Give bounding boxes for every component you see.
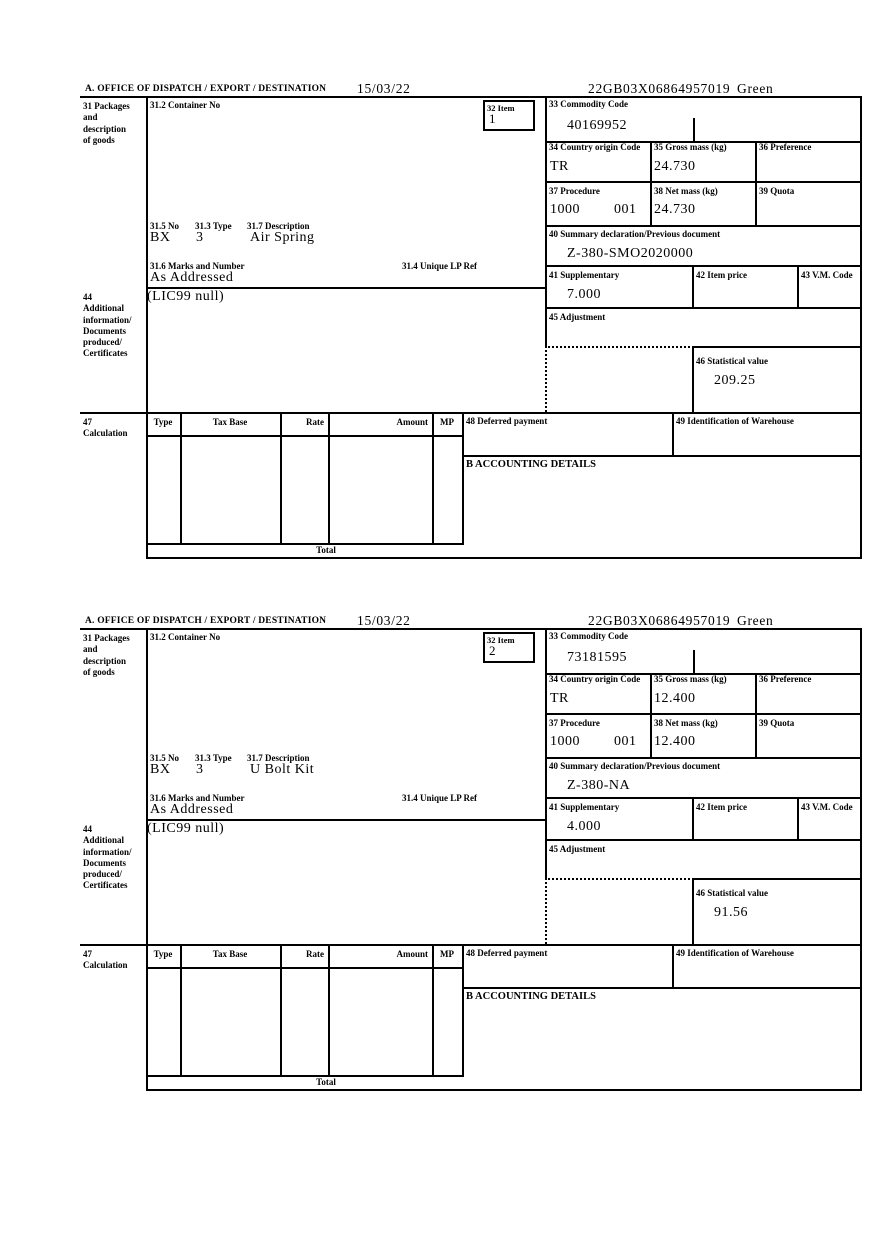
form-grid-line: [280, 412, 282, 545]
country-origin-label: 34 Country origin Code: [549, 142, 641, 152]
goods-description-value: Air Spring: [250, 230, 315, 245]
item-number-label: 32 Item: [487, 635, 515, 645]
declaration-copy-2: [80, 612, 862, 1094]
col-tax-base-header: Tax Base: [212, 417, 248, 427]
quota-label: 39 Quota: [759, 186, 795, 196]
form-grid-line: [545, 181, 862, 183]
warehouse-id-label: 49 Identification of Warehouse: [676, 416, 794, 426]
accounting-details-label: B ACCOUNTING DETAILS: [466, 991, 596, 1002]
supplementary-value: 4.000: [567, 819, 601, 834]
marks-number-label: 31.6 Marks and Number: [150, 793, 245, 803]
description-label: 31.7 Description: [247, 221, 310, 231]
supplementary-label: 41 Supplementary: [549, 802, 620, 812]
procedure-value: 1000: [550, 734, 580, 749]
form-grid-line: [146, 96, 148, 559]
form-grid-line: [545, 797, 862, 799]
form-grid-line: [755, 673, 757, 759]
accounting-details-label: B ACCOUNTING DETAILS: [466, 459, 596, 470]
unique-lp-ref-label: 31.4 Unique LP Ref: [402, 261, 478, 271]
form-grid-line: [692, 265, 694, 309]
statistical-value-label: 46 Statistical value: [696, 888, 768, 898]
procedure-label: 37 Procedure: [549, 186, 600, 196]
form-grid-line: [692, 797, 694, 841]
additional-info-box-label: 44 Additional information/ Documents produced/ Certificates: [83, 824, 132, 891]
form-grid-line: [462, 944, 464, 1077]
procedure-code2-value: 001: [614, 734, 637, 749]
adjustment-dotted-line: [545, 346, 694, 348]
form-grid-line: [545, 265, 862, 267]
additional-info-box-label: 44 Additional information/ Documents produced/ Certificates: [83, 292, 132, 359]
form-grid-line: [80, 628, 862, 630]
description-label: 31.7 Description: [247, 753, 310, 763]
routing-status: Green: [737, 81, 774, 96]
packages-no-label: 31.5 No: [150, 221, 179, 231]
form-grid-line: [462, 987, 862, 989]
statistical-dotted-line: [545, 878, 547, 944]
form-grid-line: [80, 96, 862, 98]
col-rate-header: Rate: [306, 417, 324, 427]
form-grid-line: [462, 412, 464, 545]
declaration-date: 15/03/22: [357, 81, 411, 96]
form-grid-line: [545, 225, 862, 227]
form-grid-line: [462, 455, 862, 457]
form-grid-line: [432, 944, 434, 1077]
commodity-code-value: 40169952: [567, 118, 627, 133]
col-type-header: Type: [153, 949, 173, 959]
additional-info-value: (LIC99 null): [147, 821, 225, 836]
adjustment-dotted-line: [545, 878, 694, 880]
form-grid-line: [80, 944, 862, 946]
gross-mass-label: 35 Gross mass (kg): [654, 674, 727, 684]
mrn-reference: 22GB03X06864957019: [588, 81, 731, 96]
vm-code-label: 43 V.M. Code: [801, 802, 853, 812]
col-tax-base-header: Tax Base: [212, 949, 248, 959]
col-mp-header: MP: [440, 417, 454, 427]
col-amount-header: Amount: [396, 417, 428, 427]
container-no-label: 31.2 Container No: [150, 632, 221, 642]
country-origin-label: 34 Country origin Code: [549, 674, 641, 684]
form-grid-line: [180, 944, 182, 1077]
net-mass-value: 24.730: [654, 202, 696, 217]
marks-number-label: 31.6 Marks and Number: [150, 261, 245, 271]
additional-info-value: (LIC99 null): [147, 289, 225, 304]
summary-declaration-label: 40 Summary declaration/Previous document: [549, 229, 721, 239]
adjustment-label: 45 Adjustment: [549, 312, 606, 322]
form-grid-line: [672, 944, 674, 989]
packages-type-label: 31.3 Type: [195, 221, 232, 231]
summary-declaration-value: Z-380-SMO2020000: [567, 246, 694, 261]
form-grid-line: [328, 944, 330, 1077]
warehouse-id-label: 49 Identification of Warehouse: [676, 948, 794, 958]
form-grid-line: [650, 673, 652, 759]
goods-description-value: U Bolt Kit: [250, 762, 315, 777]
total-label: Total: [316, 1077, 336, 1087]
commodity-code-label: 33 Commodity Code: [549, 99, 628, 109]
commodity-code-divider: [693, 650, 695, 675]
packages-no-value: BX: [150, 762, 171, 777]
calculation-box-label: 47 Calculation: [83, 949, 128, 971]
procedure-label: 37 Procedure: [549, 718, 600, 728]
item-price-label: 42 Item price: [696, 802, 747, 812]
office-of-dispatch-title: A. OFFICE OF DISPATCH / EXPORT / DESTINATION: [85, 616, 327, 626]
item-number-value: 2: [489, 643, 496, 658]
form-grid-line: [755, 141, 757, 227]
form-grid-line: [692, 346, 862, 348]
commodity-code-divider: [693, 118, 695, 143]
net-mass-label: 38 Net mass (kg): [654, 186, 718, 196]
form-grid-line: [545, 713, 862, 715]
gross-mass-label: 35 Gross mass (kg): [654, 142, 727, 152]
form-grid-line: [797, 797, 799, 841]
total-label: Total: [316, 545, 336, 555]
quota-label: 39 Quota: [759, 718, 795, 728]
form-grid-line: [860, 96, 862, 557]
form-grid-line: [432, 412, 434, 545]
col-amount-header: Amount: [396, 949, 428, 959]
form-grid-line: [180, 412, 182, 545]
deferred-payment-label: 48 Deferred payment: [466, 416, 548, 426]
form-grid-line: [692, 346, 694, 412]
gross-mass-value: 12.400: [654, 691, 696, 706]
supplementary-value: 7.000: [567, 287, 601, 302]
item-price-label: 42 Item price: [696, 270, 747, 280]
form-grid-line: [545, 839, 862, 841]
form-grid-line: [545, 628, 547, 880]
marks-number-value: As Addressed: [150, 802, 234, 817]
statistical-dotted-line: [545, 346, 547, 412]
form-grid-line: [672, 412, 674, 457]
form-grid-line: [146, 628, 148, 1091]
supplementary-label: 41 Supplementary: [549, 270, 620, 280]
unique-lp-ref-label: 31.4 Unique LP Ref: [402, 793, 478, 803]
form-grid-line: [860, 628, 862, 1089]
marks-number-value: As Addressed: [150, 270, 234, 285]
procedure-value: 1000: [550, 202, 580, 217]
container-no-label: 31.2 Container No: [150, 100, 221, 110]
declaration-copy-1: [80, 80, 862, 562]
item-number-box: [483, 632, 535, 663]
office-of-dispatch-title: A. OFFICE OF DISPATCH / EXPORT / DESTINATION: [85, 84, 327, 94]
commodity-code-label: 33 Commodity Code: [549, 631, 628, 641]
declaration-date: 15/03/22: [357, 613, 411, 628]
item-number-value: 1: [489, 111, 496, 126]
form-grid-line: [545, 307, 862, 309]
packages-type-label: 31.3 Type: [195, 753, 232, 763]
form-grid-line: [328, 412, 330, 545]
form-grid-line: [545, 96, 547, 348]
adjustment-label: 45 Adjustment: [549, 844, 606, 854]
packages-box-label: 31 Packages and description of goods: [83, 101, 130, 145]
form-grid-line: [146, 967, 464, 969]
commodity-code-value: 73181595: [567, 650, 627, 665]
form-grid-line: [80, 412, 862, 414]
net-mass-label: 38 Net mass (kg): [654, 718, 718, 728]
routing-status: Green: [737, 613, 774, 628]
net-mass-value: 12.400: [654, 734, 696, 749]
procedure-code2-value: 001: [614, 202, 637, 217]
packages-no-label: 31.5 No: [150, 753, 179, 763]
item-number-label: 32 Item: [487, 103, 515, 113]
col-type-header: Type: [153, 417, 173, 427]
preference-label: 36 Preference: [759, 674, 812, 684]
statistical-value: 91.56: [714, 905, 748, 920]
statistical-value: 209.25: [714, 373, 756, 388]
form-grid-line: [650, 141, 652, 227]
form-grid-line: [146, 435, 464, 437]
preference-label: 36 Preference: [759, 142, 812, 152]
form-grid-line: [797, 265, 799, 309]
deferred-payment-label: 48 Deferred payment: [466, 948, 548, 958]
country-origin-value: TR: [550, 159, 569, 174]
item-number-box: [483, 100, 535, 131]
form-grid-line: [692, 878, 694, 944]
col-rate-header: Rate: [306, 949, 324, 959]
calculation-box-label: 47 Calculation: [83, 417, 128, 439]
form-grid-line: [280, 944, 282, 1077]
packages-box-label: 31 Packages and description of goods: [83, 633, 130, 677]
statistical-value-label: 46 Statistical value: [696, 356, 768, 366]
packages-no-value: BX: [150, 230, 171, 245]
form-grid-line: [146, 557, 862, 559]
col-mp-header: MP: [440, 949, 454, 959]
packages-type-value: 3: [196, 230, 204, 245]
packages-type-value: 3: [196, 762, 204, 777]
form-grid-line: [146, 1089, 862, 1091]
country-origin-value: TR: [550, 691, 569, 706]
summary-declaration-label: 40 Summary declaration/Previous document: [549, 761, 721, 771]
mrn-reference: 22GB03X06864957019: [588, 613, 731, 628]
vm-code-label: 43 V.M. Code: [801, 270, 853, 280]
summary-declaration-value: Z-380-NA: [567, 778, 631, 793]
form-grid-line: [692, 878, 862, 880]
gross-mass-value: 24.730: [654, 159, 696, 174]
form-grid-line: [545, 757, 862, 759]
